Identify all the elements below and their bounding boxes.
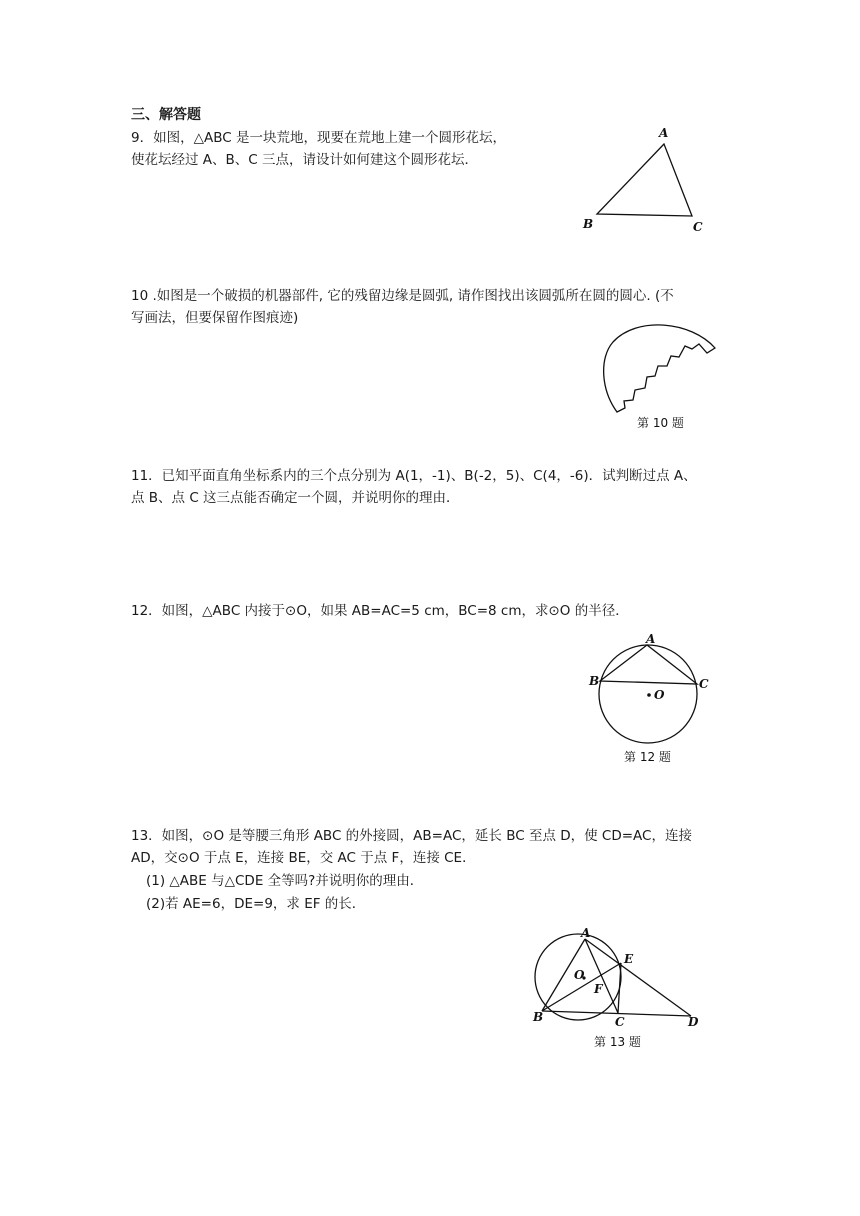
q13-label-d: D	[688, 1015, 699, 1029]
q10-caption: 第 10 题	[637, 416, 684, 430]
q9-text-line2: 使花坛经过 A、B、C 三点，请设计如何建这个圆形花坛．	[131, 152, 479, 168]
q10-broken-arc-shape	[604, 325, 715, 412]
q10-text-line2: 写画法，但要保留作图痕迹)	[131, 310, 299, 326]
q10-broken-part-figure	[595, 318, 725, 436]
q12-center-point	[647, 693, 651, 697]
q9-text-line1: 9．如图，△ABC 是一块荒地，现要在荒地上建一个圆形花坛，	[131, 130, 506, 146]
q13-segment-ad	[585, 939, 691, 1016]
q12-label-a: A	[646, 632, 656, 646]
section-title: 三、解答题	[131, 107, 201, 123]
q9-label-b: B	[583, 217, 594, 231]
q13-label-o: O	[574, 968, 585, 982]
q12-caption: 第 12 题	[624, 750, 671, 764]
q12-triangle-abc	[600, 645, 697, 684]
q9-triangle	[597, 144, 692, 216]
q13-label-b: B	[533, 1010, 544, 1024]
q9-label-a: A	[659, 126, 669, 140]
q13-sub-question-2: (2)若 AE=6，DE=9，求 EF 的长．	[146, 896, 366, 912]
q13-segment-ac	[585, 939, 618, 1013]
q13-sub-question-1: (1) △ABE 与△CDE 全等吗?并说明你的理由．	[146, 873, 424, 889]
q9-triangle-figure	[575, 120, 715, 240]
q10-text-line1: 10 .如图是一个破损的机器部件, 它的残留边缘是圆弧, 请作图找出该圆弧所在圆的圆心. (不	[131, 288, 674, 304]
q12-label-c: C	[699, 677, 709, 691]
q13-label-e: E	[624, 952, 634, 966]
q13-text-line1: 13．如图，⊙O 是等腰三角形 ABC 的外接圆，AB=AC，延长 BC 至点 D，使 CD=AC，连接	[131, 828, 692, 844]
q9-label-c: C	[693, 220, 703, 234]
q13-caption: 第 13 题	[594, 1035, 641, 1049]
q13-text-line2: AD，交⊙O 于点 E，连接 BE，交 AC 于点 F，连接 CE．	[131, 850, 476, 866]
q13-label-a: A	[581, 926, 591, 940]
q11-text-line1: 11．已知平面直角坐标系内的三个点分别为 A(1，-1)、B(-2，5)、C(4，-6)．试判断过点 A、	[131, 468, 697, 484]
q12-label-o: O	[654, 688, 665, 702]
q13-label-f: F	[594, 982, 603, 996]
q13-label-c: C	[615, 1015, 625, 1029]
q12-text-line1: 12．如图，△ABC 内接于⊙O，如果 AB=AC=5 cm，BC=8 cm，求⊙O 的半径．	[131, 603, 629, 619]
q11-text-line2: 点 B、点 C 这三点能否确定一个圆，并说明你的理由．	[131, 490, 460, 506]
q13-circle-figure	[530, 922, 710, 1054]
q12-circle-figure	[585, 628, 715, 770]
q12-label-b: B	[589, 674, 600, 688]
q13-segment-ce	[618, 963, 621, 1013]
